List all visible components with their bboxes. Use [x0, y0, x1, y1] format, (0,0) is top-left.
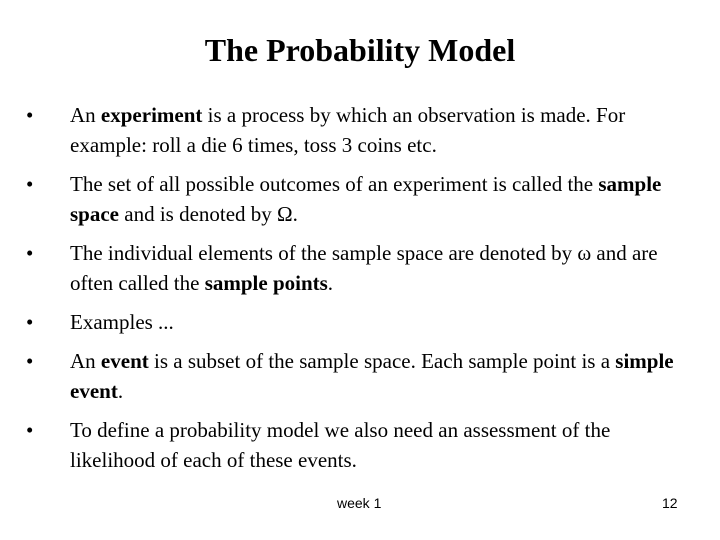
bullet-term: sample space [70, 172, 662, 226]
bullet-term: sample points [204, 271, 328, 295]
bullet-dot-icon: • [26, 349, 34, 373]
bullet-text: . [117, 379, 124, 403]
bullet-item [26, 169, 696, 229]
bullet-item [26, 100, 696, 160]
bullet-text: An [70, 349, 101, 373]
footer-week-label: week 1 [337, 495, 382, 511]
slide-title: The Probability Model [204, 32, 516, 68]
bullet-text: is a subset of the sample space. Each sample point is a [148, 349, 616, 373]
bullet-item [26, 238, 696, 298]
footer-page-number: 12 [662, 495, 678, 511]
bullet-term: simple event [70, 349, 674, 403]
bullet-dot-icon: • [26, 172, 34, 196]
bullet-text: The individual elements of the sample space are denoted by ω and are often called the [70, 241, 658, 295]
bullet-text: An [70, 103, 101, 127]
bullet-text: . [327, 271, 334, 295]
bullet-list [26, 100, 696, 475]
bullet-dot-icon: • [26, 241, 34, 265]
bullet-dot-icon: • [26, 103, 34, 127]
bullet-dot-icon: • [26, 310, 34, 334]
bullet-text: To define a probability model we also need an assessment of the likelihood of each of these events. [70, 418, 611, 472]
bullet-text: Examples ... [70, 310, 174, 334]
bullet-item [26, 307, 696, 337]
bullet-dot-icon: • [26, 418, 34, 442]
bullet-text: The set of all possible outcomes of an experiment is called the [70, 172, 599, 196]
bullet-text: is a process by which an observation is made. For example: roll a die 6 times, toss 3 coins etc. [70, 103, 626, 157]
bullet-item [26, 415, 696, 475]
bullet-item [26, 346, 696, 406]
bullet-term: experiment [100, 103, 203, 127]
bullet-text: and is denoted by Ω. [119, 202, 298, 226]
bullet-term: event [100, 349, 149, 373]
